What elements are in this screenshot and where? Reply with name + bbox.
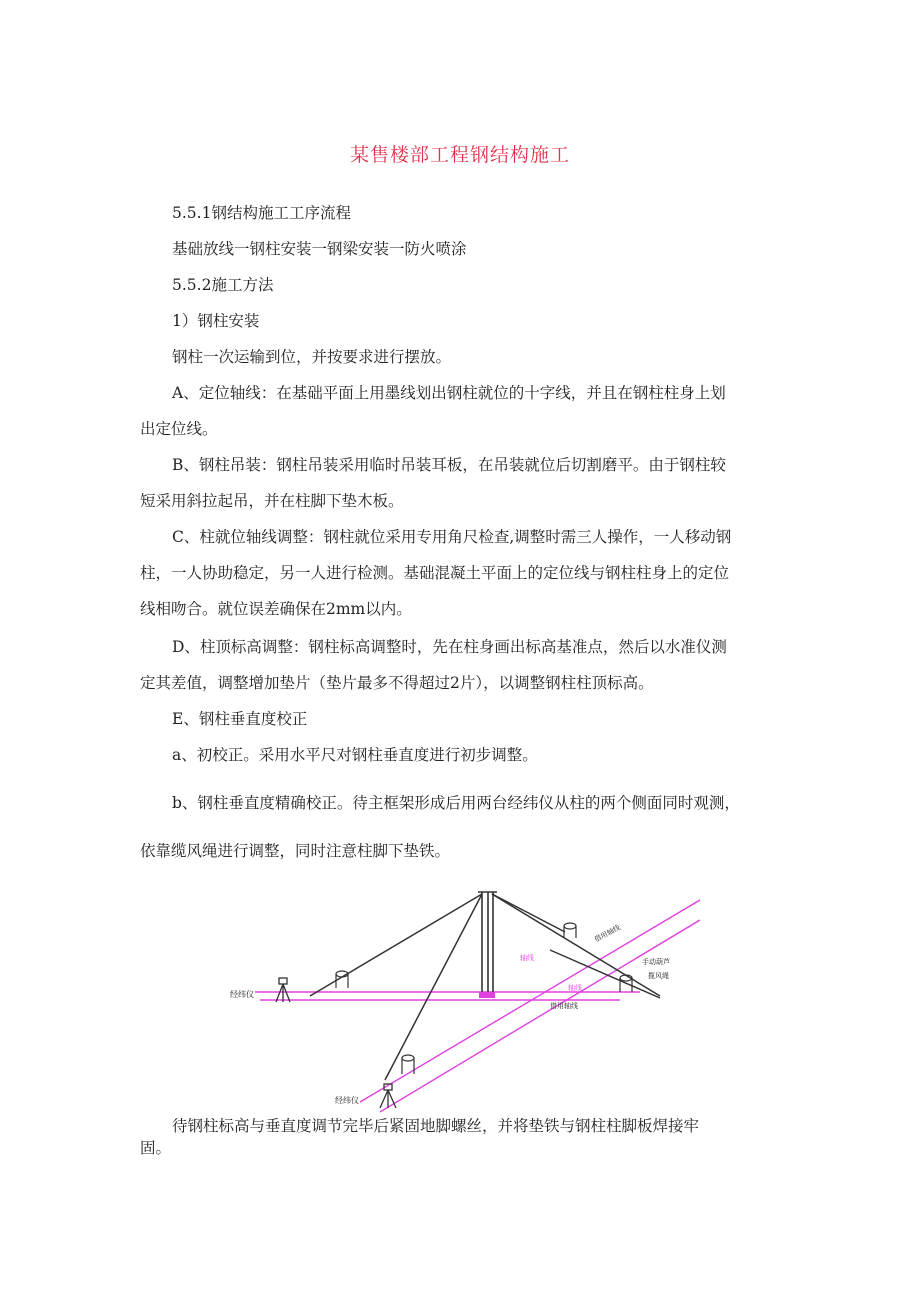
paragraph-a-line1: A、定位轴线：在基础平面上用墨线划出钢柱就位的十字线，并且在钢柱柱身上划 [172, 384, 726, 402]
paragraph-c-line1: C、柱就位轴线调整：钢柱就位采用专用角尺检查,调整时需三人操作，一人移动钢 [172, 528, 732, 546]
paragraph-a-line2: 出定位线。 [140, 420, 218, 438]
paragraph-e-b-line1: b、钢柱垂直度精确校正。待主框架形成后用两台经纬仪从柱的两个侧面同时观测， [172, 794, 740, 812]
closing-line1: 待钢柱标高与垂直度调节完毕后紧固地脚螺丝，并将垫铁与钢柱柱脚板焊接牢 [172, 1117, 700, 1135]
label-theodolite-bottom: 经纬仪 [335, 1096, 359, 1105]
paragraph-b-line1: B、钢柱吊装：钢柱吊装采用临时吊装耳板，在吊装就位后切割磨平。由于钢柱较 [172, 456, 726, 474]
column-verticality-diagram [220, 880, 700, 1120]
paragraph-transport: 钢柱一次运输到位，并按要求进行摆放。 [172, 348, 452, 366]
section-heading-552: 5.5.2施工方法 [172, 276, 274, 294]
backup-axis-line-diagonal [380, 920, 700, 1112]
label-backup-axis-diagonal: 借用轴线 [593, 923, 622, 944]
guy-ropes [310, 894, 660, 1080]
paragraph-d-line2: 定其差值，调整增加垫片（垫片最多不得超过2片），以调整钢柱柱顶标高。 [140, 674, 654, 692]
paragraph-e: E、钢柱垂直度校正 [172, 710, 308, 728]
paragraph-c-line3: 线相吻合。就位误差确保在2mm以内。 [140, 600, 412, 618]
hand-hoist-icon [564, 923, 576, 938]
paragraph-e-a: a、初校正。采用水平尺对钢柱垂直度进行初步调整。 [172, 746, 538, 764]
label-axis-upper: 轴线 [520, 954, 534, 962]
page-title: 某售楼部工程钢结构施工 [349, 144, 570, 166]
steel-column [478, 892, 497, 996]
paragraph-e-b-line2: 依靠缆风绳进行调整，同时注意柱脚下垫铁。 [140, 842, 451, 860]
paragraph-c-line2: 柱，一人协助稳定，另一人进行检测。基础混凝土平面上的定位线与钢柱柱身上的定位 [140, 564, 730, 582]
paragraph-b-line2: 短采用斜拉起吊，并在柱脚下垫木板。 [140, 492, 404, 510]
subheading-column-install: 1）钢柱安装 [172, 312, 260, 330]
section-heading-551: 5.5.1钢结构施工工序流程 [172, 204, 351, 222]
label-backup-axis-horizontal: 借用轴线 [550, 1002, 578, 1010]
label-guy-rope: 揽风绳 [648, 972, 669, 980]
label-theodolite-left: 经纬仪 [230, 990, 254, 999]
process-flow-text: 基础放线一钢柱安装一钢梁安装一防火喷涂 [172, 240, 467, 258]
label-axis-lower: 轴线 [568, 984, 582, 992]
axis-line-diagonal-upper [360, 900, 700, 1102]
closing-line2: 固。 [140, 1139, 172, 1157]
paragraph-d-line1: D、柱顶标高调整：钢柱标高调整时，先在柱身画出标高基准点，然后以水准仪测 [172, 638, 727, 656]
column-base-mark [479, 992, 495, 998]
theodolite-left-icon [276, 978, 290, 1002]
label-hand-hoist: 手动葫芦 [642, 958, 670, 966]
